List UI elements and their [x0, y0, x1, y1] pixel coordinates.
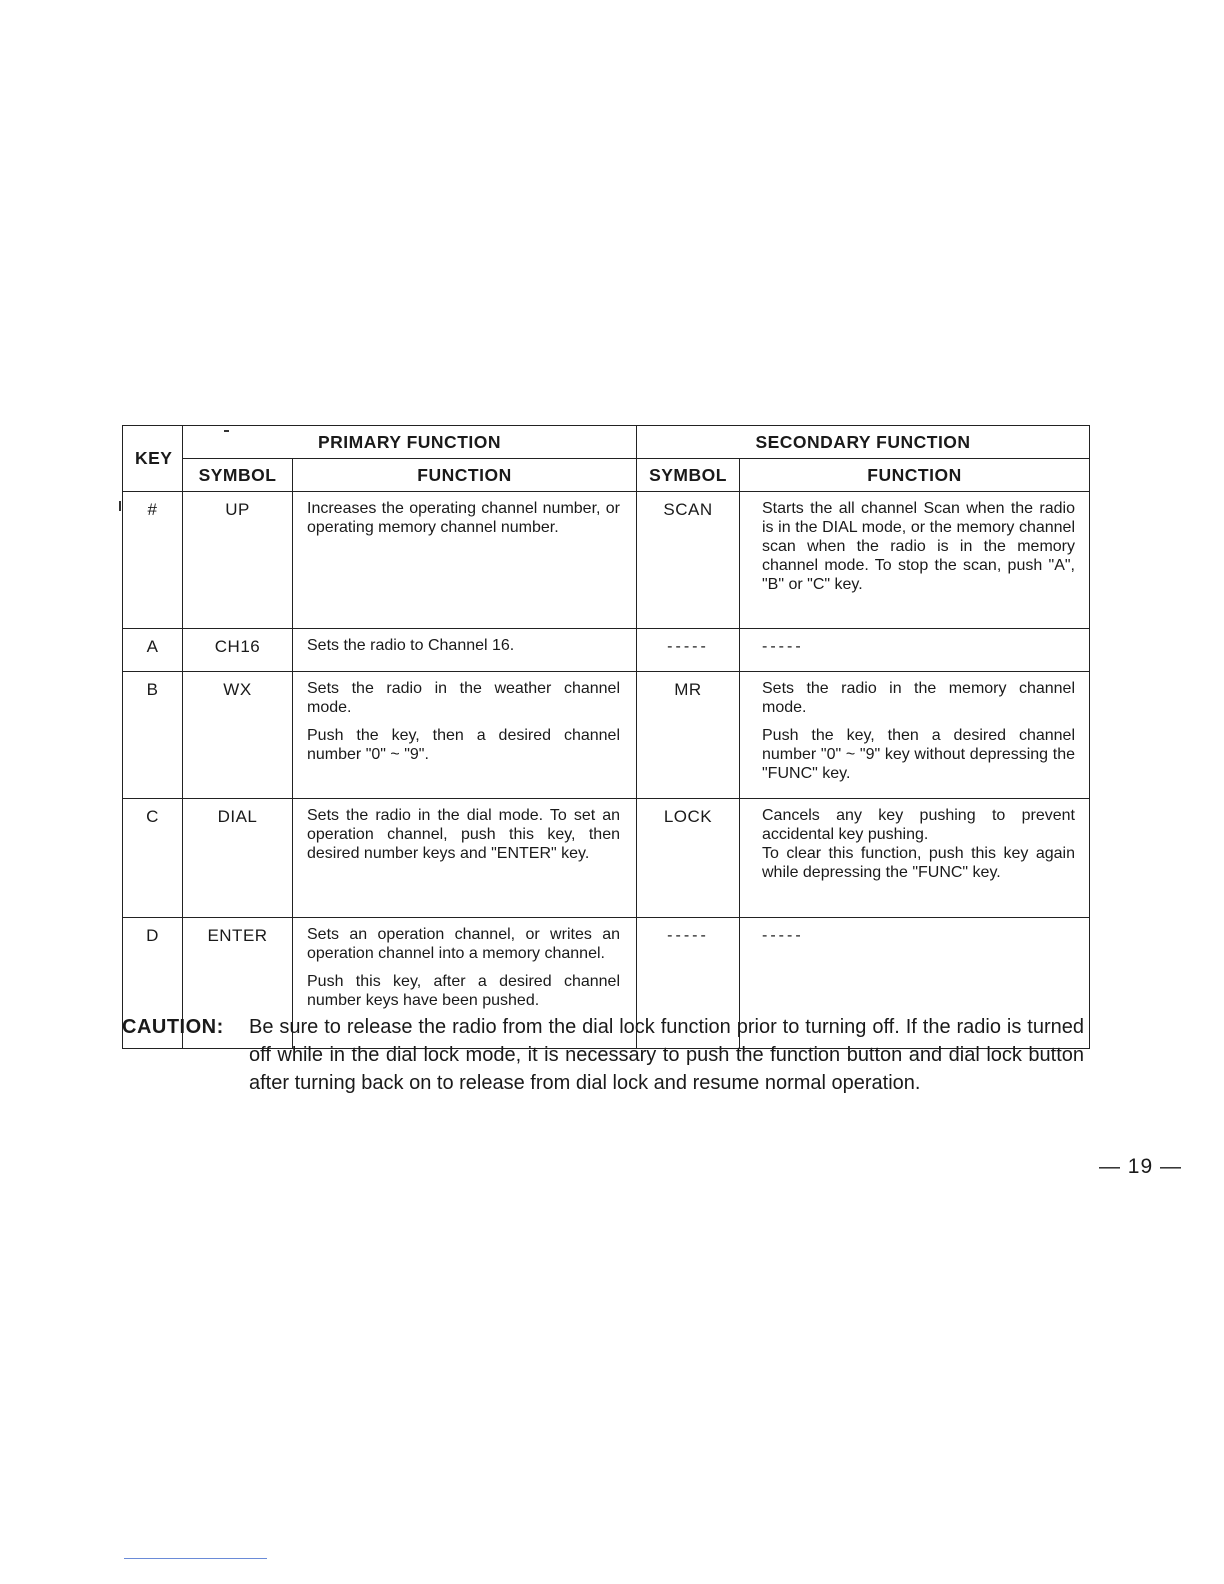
caution-label: CAUTION: — [122, 1016, 224, 1038]
secondary-function-cell — [740, 799, 1090, 918]
function-text: Cancels any key pushing to prevent accidental key pushing. — [762, 807, 1075, 843]
secondary-symbol-cell: MR — [637, 672, 740, 799]
footer-link-underline — [124, 1558, 267, 1559]
primary-symbol-cell: ENTER — [183, 918, 293, 1049]
secondary-function-cell — [740, 672, 1090, 799]
margin-mark — [119, 501, 121, 511]
secondary-symbol-cell: LOCK — [637, 799, 740, 918]
table-row — [123, 672, 1090, 799]
secondary-symbol-header: SYMBOL — [637, 459, 740, 492]
primary-function-header: PRIMARY FUNCTION — [183, 426, 637, 459]
key-cell: A — [123, 629, 183, 672]
key-function-table — [122, 425, 1090, 1049]
secondary-symbol-cell: ----- — [637, 629, 740, 672]
function-text: Sets the radio in the dial mode. To set an operation channel, push this key, then desired number keys and "ENTER" key. — [307, 807, 620, 862]
table-row — [123, 629, 1090, 672]
primary-function-subheader: FUNCTION — [293, 459, 637, 492]
primary-function-cell — [293, 799, 637, 918]
primary-function-cell — [293, 629, 637, 672]
function-text: Sets the radio to Channel 16. — [307, 637, 515, 654]
function-text: Sets the radio in the weather channel mode. — [307, 680, 620, 716]
primary-symbol-header: SYMBOL — [183, 459, 293, 492]
function-text: Push the key, then a desired channel number "0" ~ "9" key without depressing the "FUNC" key. — [762, 727, 1075, 782]
function-text: To clear this function, push this key again while depressing the "FUNC" key. — [762, 845, 1075, 881]
key-cell: # — [123, 492, 183, 629]
function-text: Increases the operating channel number, or operating memory channel number. — [307, 500, 620, 536]
function-text: Starts the all channel Scan when the radio is in the DIAL mode, or the memory channel scan when the radio is in the memory channel mode. To stop the scan, push "A", "B" or "C" key. — [762, 500, 1075, 593]
secondary-function-cell — [740, 492, 1090, 629]
table-row — [123, 799, 1090, 918]
caution-note — [122, 1013, 1084, 1097]
function-text: Sets an operation channel, or writes an operation channel into a memory channel. — [307, 926, 620, 962]
page-number: — 19 — — [1098, 1155, 1182, 1178]
key-cell: C — [123, 799, 183, 918]
secondary-symbol-cell: SCAN — [637, 492, 740, 629]
table-row — [123, 492, 1090, 629]
primary-symbol-cell: DIAL — [183, 799, 293, 918]
function-text: Sets the radio in the memory channel mode. — [762, 680, 1075, 716]
function-text: Push the key, then a desired channel number "0" ~ "9". — [307, 727, 620, 763]
secondary-symbol-cell: ----- — [637, 918, 740, 1049]
caution-text: Be sure to release the radio from the dial lock function prior to turning off. If the radio is turned off while in the dial lock mode, it is necessary to push the function button and dial lock button after turning back on to release from dial lock and resume normal operation. — [249, 1016, 1084, 1094]
key-cell: B — [123, 672, 183, 799]
secondary-function-cell: ----- — [740, 629, 1090, 672]
secondary-function-header: SECONDARY FUNCTION — [637, 426, 1090, 459]
secondary-function-subheader: FUNCTION — [740, 459, 1090, 492]
primary-function-cell — [293, 492, 637, 629]
primary-symbol-cell: UP — [183, 492, 293, 629]
key-column-header: KEY — [123, 426, 183, 492]
function-text: Push this key, after a desired channel number keys have been pushed. — [307, 973, 620, 1009]
primary-symbol-cell: CH16 — [183, 629, 293, 672]
primary-function-cell — [293, 672, 637, 799]
primary-symbol-cell: WX — [183, 672, 293, 799]
key-cell: D — [123, 918, 183, 1049]
secondary-function-cell: ----- — [740, 918, 1090, 1049]
